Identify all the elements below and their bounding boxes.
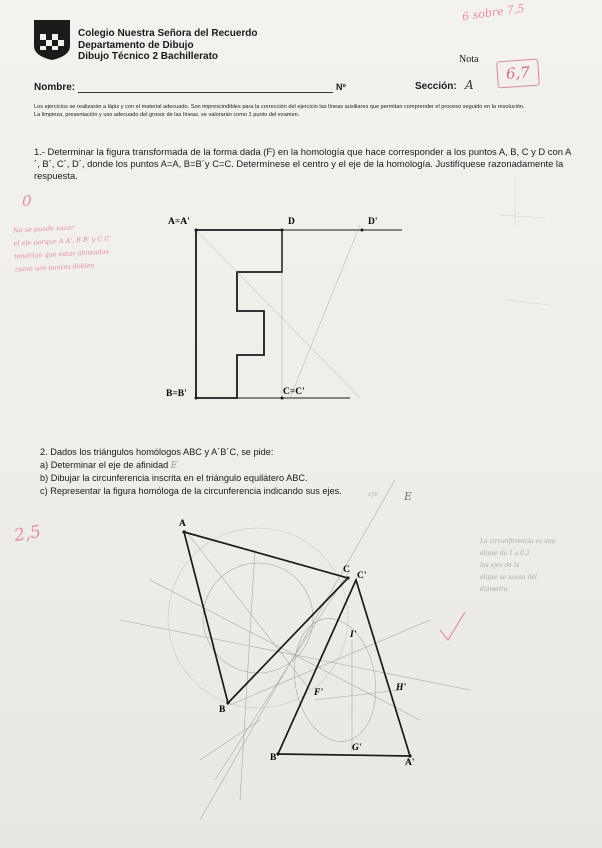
label-Ap: A' [405, 758, 415, 768]
point-C [346, 576, 349, 579]
seccion-label: Sección: [415, 81, 457, 92]
numero-label: Nº [336, 82, 346, 92]
construction-line [200, 720, 260, 760]
label-Fp: F' [314, 688, 323, 698]
label-A: A [179, 519, 186, 529]
triangle-apbpcp [278, 580, 410, 756]
point-B [226, 701, 229, 704]
q2-line: b) Dibujar la circunferencia inscrita en el triángulo equilátero ABC. [40, 473, 308, 483]
seccion-value: A [465, 78, 474, 92]
q2-side-note-line: diámetro [480, 586, 508, 593]
inscribed-circle [203, 563, 313, 673]
triangle-abc [184, 532, 348, 703]
instruction-line: Los ejercicios se realizarán a lápiz y con el material adecuado. Son imprescindibles para la corrección del ejercicio las líneas auxiliares que permitan comprender el proceso seguido en la resolución. [34, 104, 525, 110]
construction-circle [168, 528, 348, 708]
label-Bp: B' [270, 753, 279, 763]
construction-line [215, 570, 350, 780]
instruction-line: La limpieza, presentación y uso adecuado del grosor de las líneas, se valorarán como 1 punto del examen. [34, 111, 300, 118]
label-b: B=B' [166, 389, 187, 399]
label-c: C=C' [283, 387, 305, 397]
ellipse-axis [315, 690, 400, 700]
label-a: A=A' [168, 217, 190, 227]
school-line: Colegio Nuestra Señora del Recuerdo [78, 28, 258, 39]
construction-line [240, 550, 255, 800]
q1-note-line: No se puede sacar [12, 223, 75, 235]
course-line: Dibujo Técnico 2 Bachillerato [78, 51, 219, 62]
top-score-note: 6 sobre 7,5 [461, 1, 526, 24]
grade: 6,7 [496, 59, 540, 89]
q2-margin-e: E [170, 460, 178, 471]
point-A [182, 530, 185, 533]
q2-axis-word: eje [368, 490, 379, 498]
q1-note-line: el eje porque A A', B B' y C C' [13, 234, 112, 248]
q2-score: 2,5 [12, 521, 43, 547]
q2-side-note-line: La circunferencia es una [480, 538, 556, 545]
affinity-axis [200, 480, 395, 820]
label-Cp: C' [357, 571, 367, 581]
q1-score: 0 [22, 192, 32, 210]
q2-line: c) Representar la figura homóloga de la circunferencia indicando sus ejes. [40, 486, 342, 496]
q2-line-a: a) Determinar el eje de afinidad [40, 460, 169, 470]
q2-axis-mark: E [404, 490, 413, 503]
q2-line: 2. Dados los triángulos homólogos ABC y A´B´C, se pide: [40, 447, 274, 457]
q2-side-note-line: elipse se sacan del [480, 574, 537, 581]
construction-line [150, 580, 420, 720]
nombre-label: Nombre: [34, 82, 76, 93]
homologous-ellipse [285, 612, 385, 748]
q1-note-line: como son puntos dobles [14, 261, 95, 274]
q2-side-note-line: los ejes de la [480, 562, 520, 569]
q2-side-note-line: elipse de 1 a 0,2 [480, 550, 530, 557]
label-Ip: I' [350, 630, 357, 640]
label-B: B [219, 705, 226, 715]
label-dp: D' [368, 217, 378, 227]
label-C: C [343, 565, 350, 575]
nota-label: Nota [459, 54, 479, 65]
label-d: D [288, 217, 295, 227]
label-Hp: H' [396, 683, 407, 693]
question-1-text: 1.- Determinar la figura transformada de la forma dada (F) en la homología que hace corresponder a los puntos A, B, C y D con A´, B´, C´, D´, donde los puntos A=A, B=B´y C=C. Determínese el centro y el eje de la homología. Justifíquese razonadamente la respuesta. [34, 146, 572, 181]
label-Gp: G' [352, 743, 362, 753]
department-line: Departamento de Dibujo [78, 39, 194, 51]
check-mark [440, 612, 465, 640]
q1-note-line: tendrían que estar alineados [14, 247, 110, 261]
